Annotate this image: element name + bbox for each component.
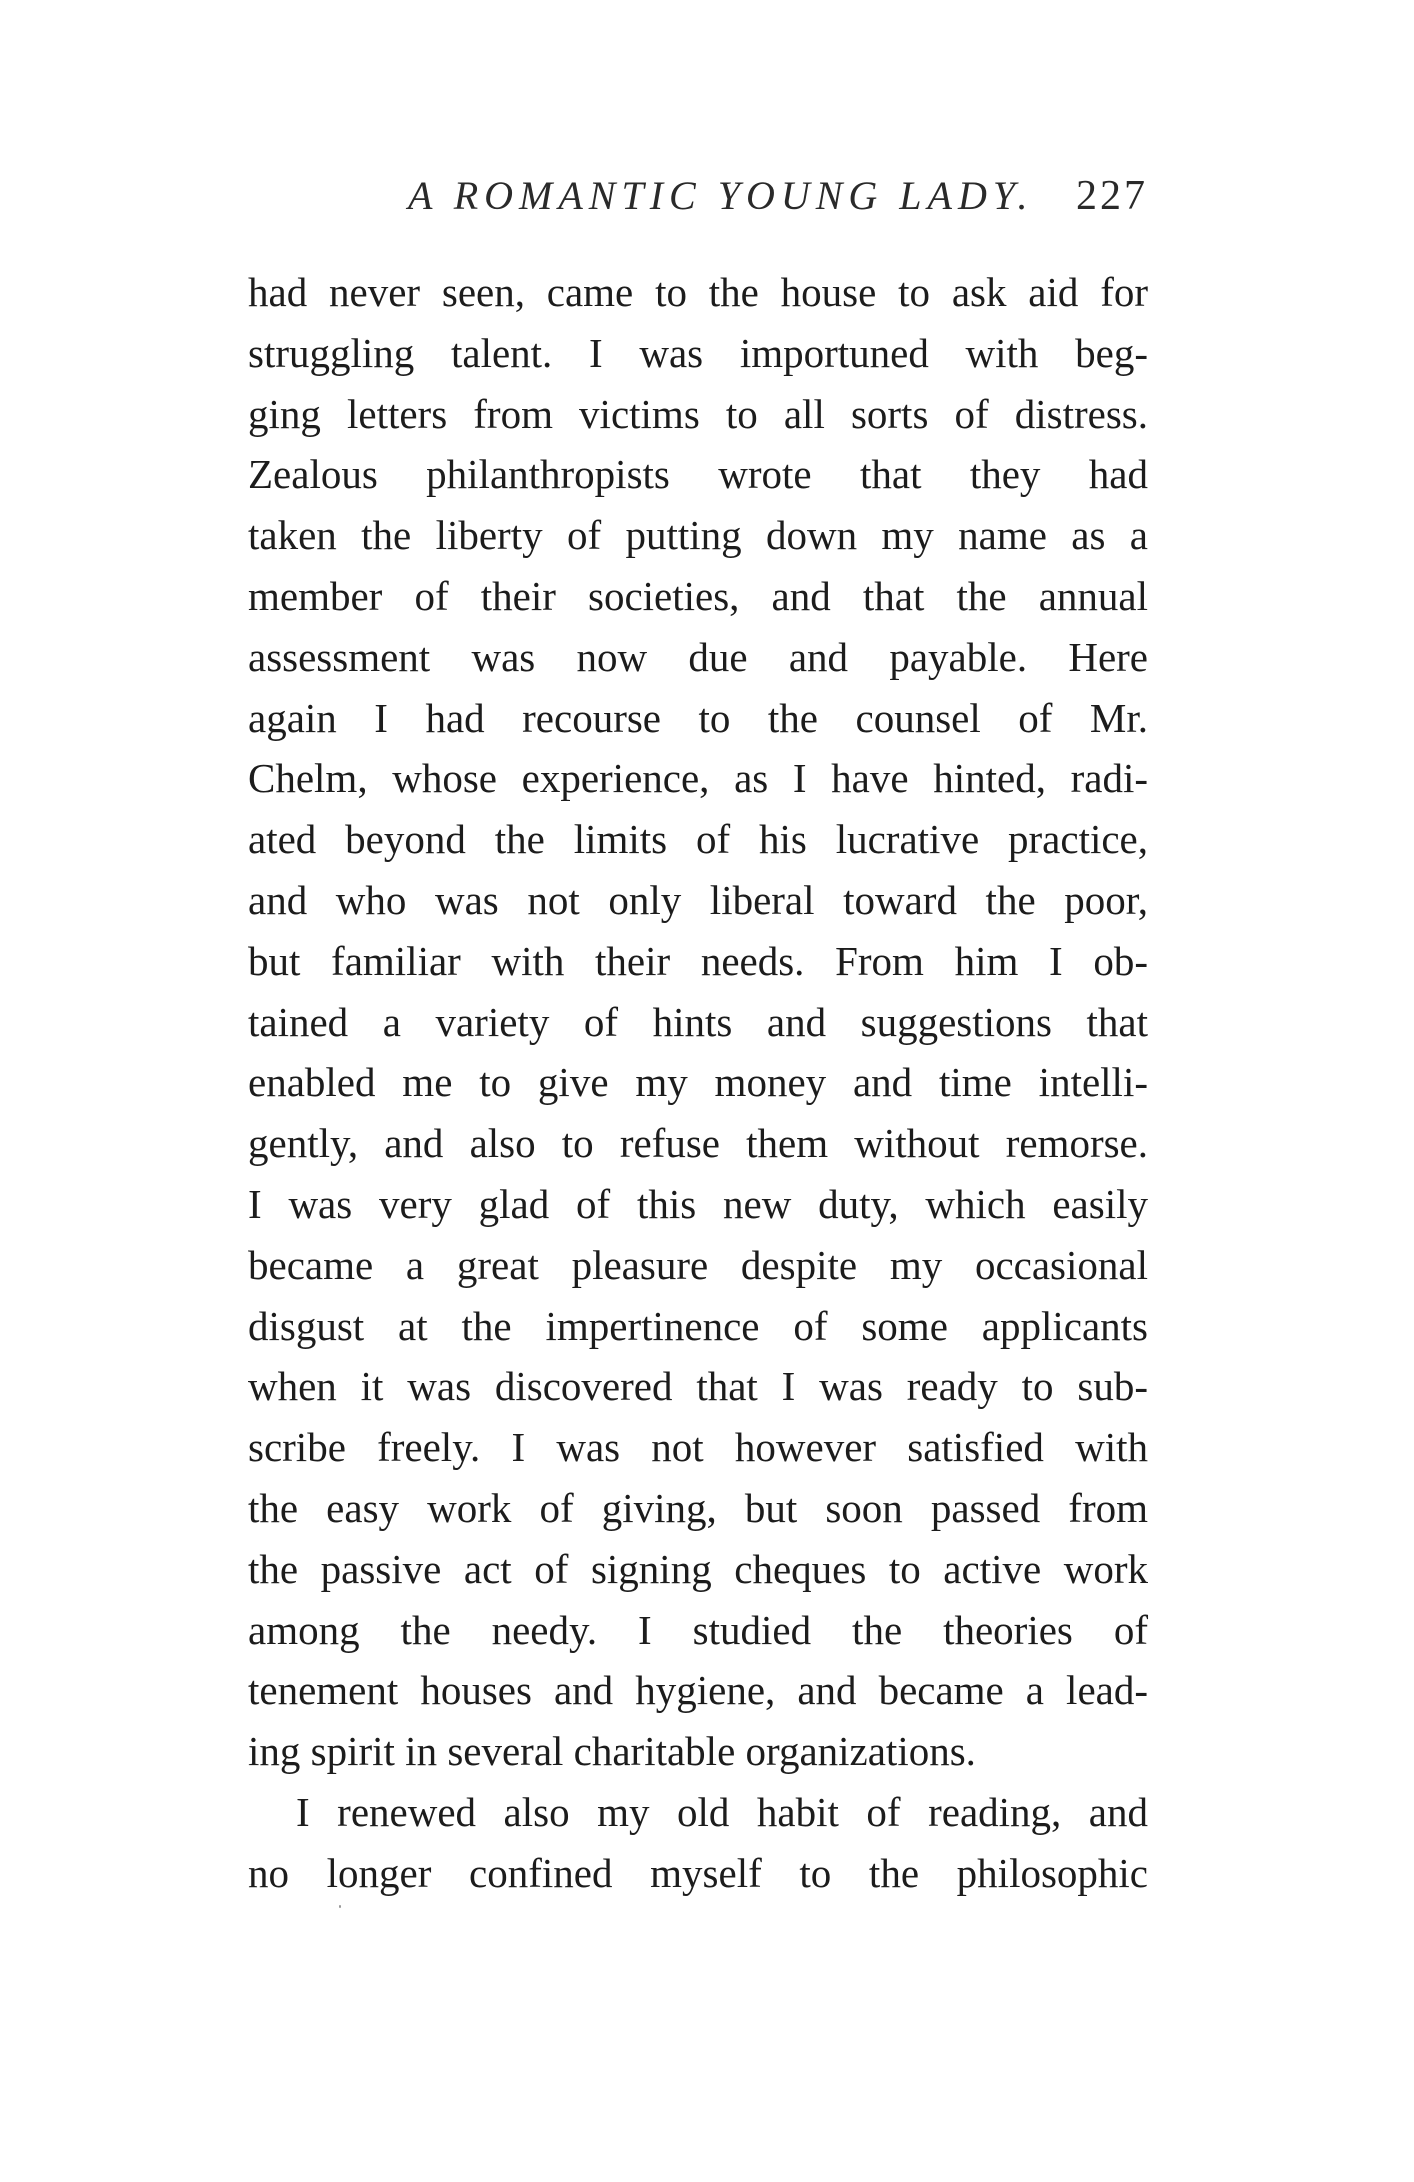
text-line: among the needy. I studied the theories of (248, 1606, 1148, 1653)
text-line: disgust at the impertinence of some applicants (248, 1302, 1148, 1349)
text-line: the passive act of signing cheques to active work (248, 1545, 1148, 1592)
text-line: Zealous philanthropists wrote that they had (248, 451, 1148, 498)
text-line: Chelm, whose experience, as I have hinted, radi- (248, 755, 1148, 802)
running-head (248, 172, 1148, 232)
text-line: tained a variety of hints and suggestions that (248, 998, 1148, 1045)
text-line: gently, and also to refuse them without remorse. (248, 1120, 1148, 1167)
text-line: again I had recourse to the counsel of Mr. (248, 694, 1148, 741)
text-line: assessment was now due and payable. Here (248, 633, 1148, 680)
text-line: ated beyond the limits of his lucrative practice, (248, 816, 1148, 863)
text-line: no longer confined myself to the philosophic (248, 1849, 1148, 1896)
text-line: taken the liberty of putting down my name as a (248, 512, 1148, 559)
text-line: ging letters from victims to all sorts of distress. (248, 390, 1148, 437)
paragraph-end-line: ing spirit in several charitable organizations. (248, 1728, 976, 1775)
running-title: A ROMANTIC YOUNG LADY. (408, 173, 1034, 218)
text-line: but familiar with their needs. From him I ob- (248, 937, 1148, 984)
text-line: and who was not only liberal toward the poor, (248, 876, 1148, 923)
paragraph-start-line: I renewed also my old habit of reading, and (296, 1788, 1148, 1835)
page-number: 227 (1076, 173, 1148, 219)
text-line: tenement houses and hygiene, and became a lead- (248, 1667, 1148, 1714)
text-line: became a great pleasure despite my occasional (248, 1241, 1148, 1288)
text-line: the easy work of giving, but soon passed from (248, 1484, 1148, 1531)
text-line: member of their societies, and that the annual (248, 572, 1148, 619)
text-line: I was very glad of this new duty, which easily (248, 1180, 1148, 1227)
paper-speck (339, 1905, 341, 1908)
body-text (248, 262, 1148, 1904)
text-line: struggling talent. I was importuned with beg- (248, 329, 1148, 376)
text-line: when it was discovered that I was ready to sub- (248, 1363, 1148, 1410)
text-line: scribe freely. I was not however satisfied with (248, 1424, 1148, 1471)
text-line: had never seen, came to the house to ask aid for (248, 269, 1148, 315)
text-line: enabled me to give my money and time intelli- (248, 1059, 1148, 1106)
